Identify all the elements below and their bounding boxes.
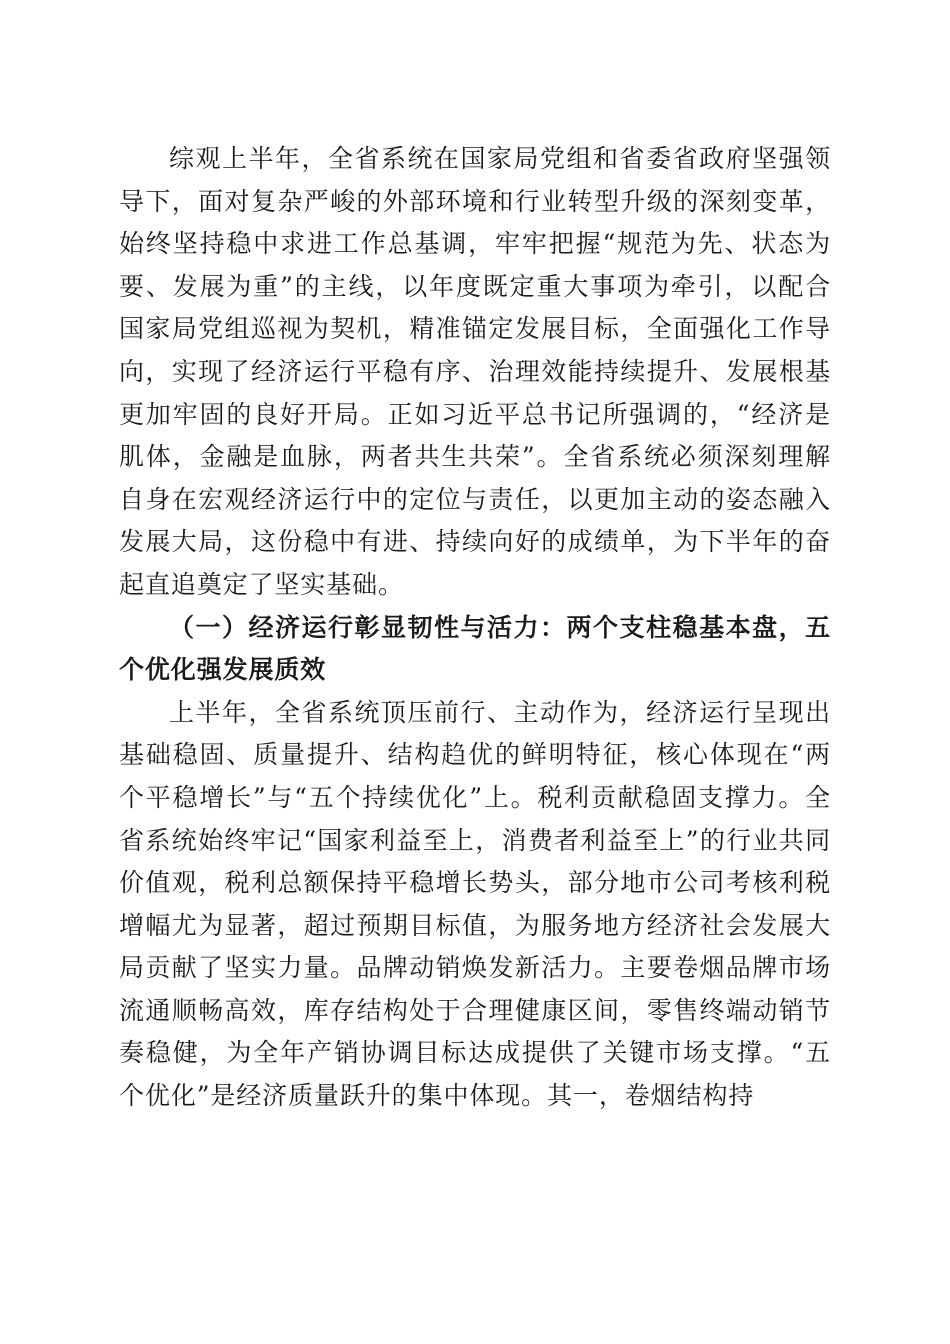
document-body [119,138,831,1118]
intro-paragraph: 综观上半年，全省系统在国家局党组和省委省政府坚强领导下，面对复杂严峻的外部环境和行业转型升级的深刻变革，始终坚持稳中求进工作总基调，牢牢把握“规范为先、状态为要、发展为重”的主线，以年度既定重大事项为牵引，以配合国家局党组巡视为契机，精准锚定发展目标，全面强化工作导向，实现了经济运行平稳有序、治理效能持续提升、发展根基更加牢固的良好开局。正如习近平总书记所强调的，“经济是肌体，金融是血脉，两者共生共荣”。全省系统必须深刻理解自身在宏观经济运行中的定位与责任，以更加主动的姿态融入发展大局，这份稳中有进、持续向好的成绩单，为下半年的奋起直追奠定了坚实基础。 [119,144,831,599]
section-heading: （一）经济运行彰显韧性与活力：两个支柱稳基本盘，五个优化强发展质效 [119,612,831,685]
section-paragraph: 上半年，全省系统顶压前行、主动作为，经济运行呈现出基础稳固、质量提升、结构趋优的鲜明特征，核心体现在“两个平稳增长”与“五个持续优化”上。税利贡献稳固支撑力。全省系统始终牢记“国家利益至上，消费者利益至上”的行业共同价值观，税利总额保持平稳增长势头，部分地市公司考核利税增幅尤为显著，超过预期目标值，为服务地方经济社会发展大局贡献了坚实力量。品牌动销焕发新活力。主要卷烟品牌市场流通顺畅高效，库存结构处于合理健康区间，零售终端动销节奏稳健，为全年产销协调目标达成提供了关键市场支撑。“五个优化”是经济质量跃升的集中体现。其一，卷烟结构持 [119,697,831,1111]
